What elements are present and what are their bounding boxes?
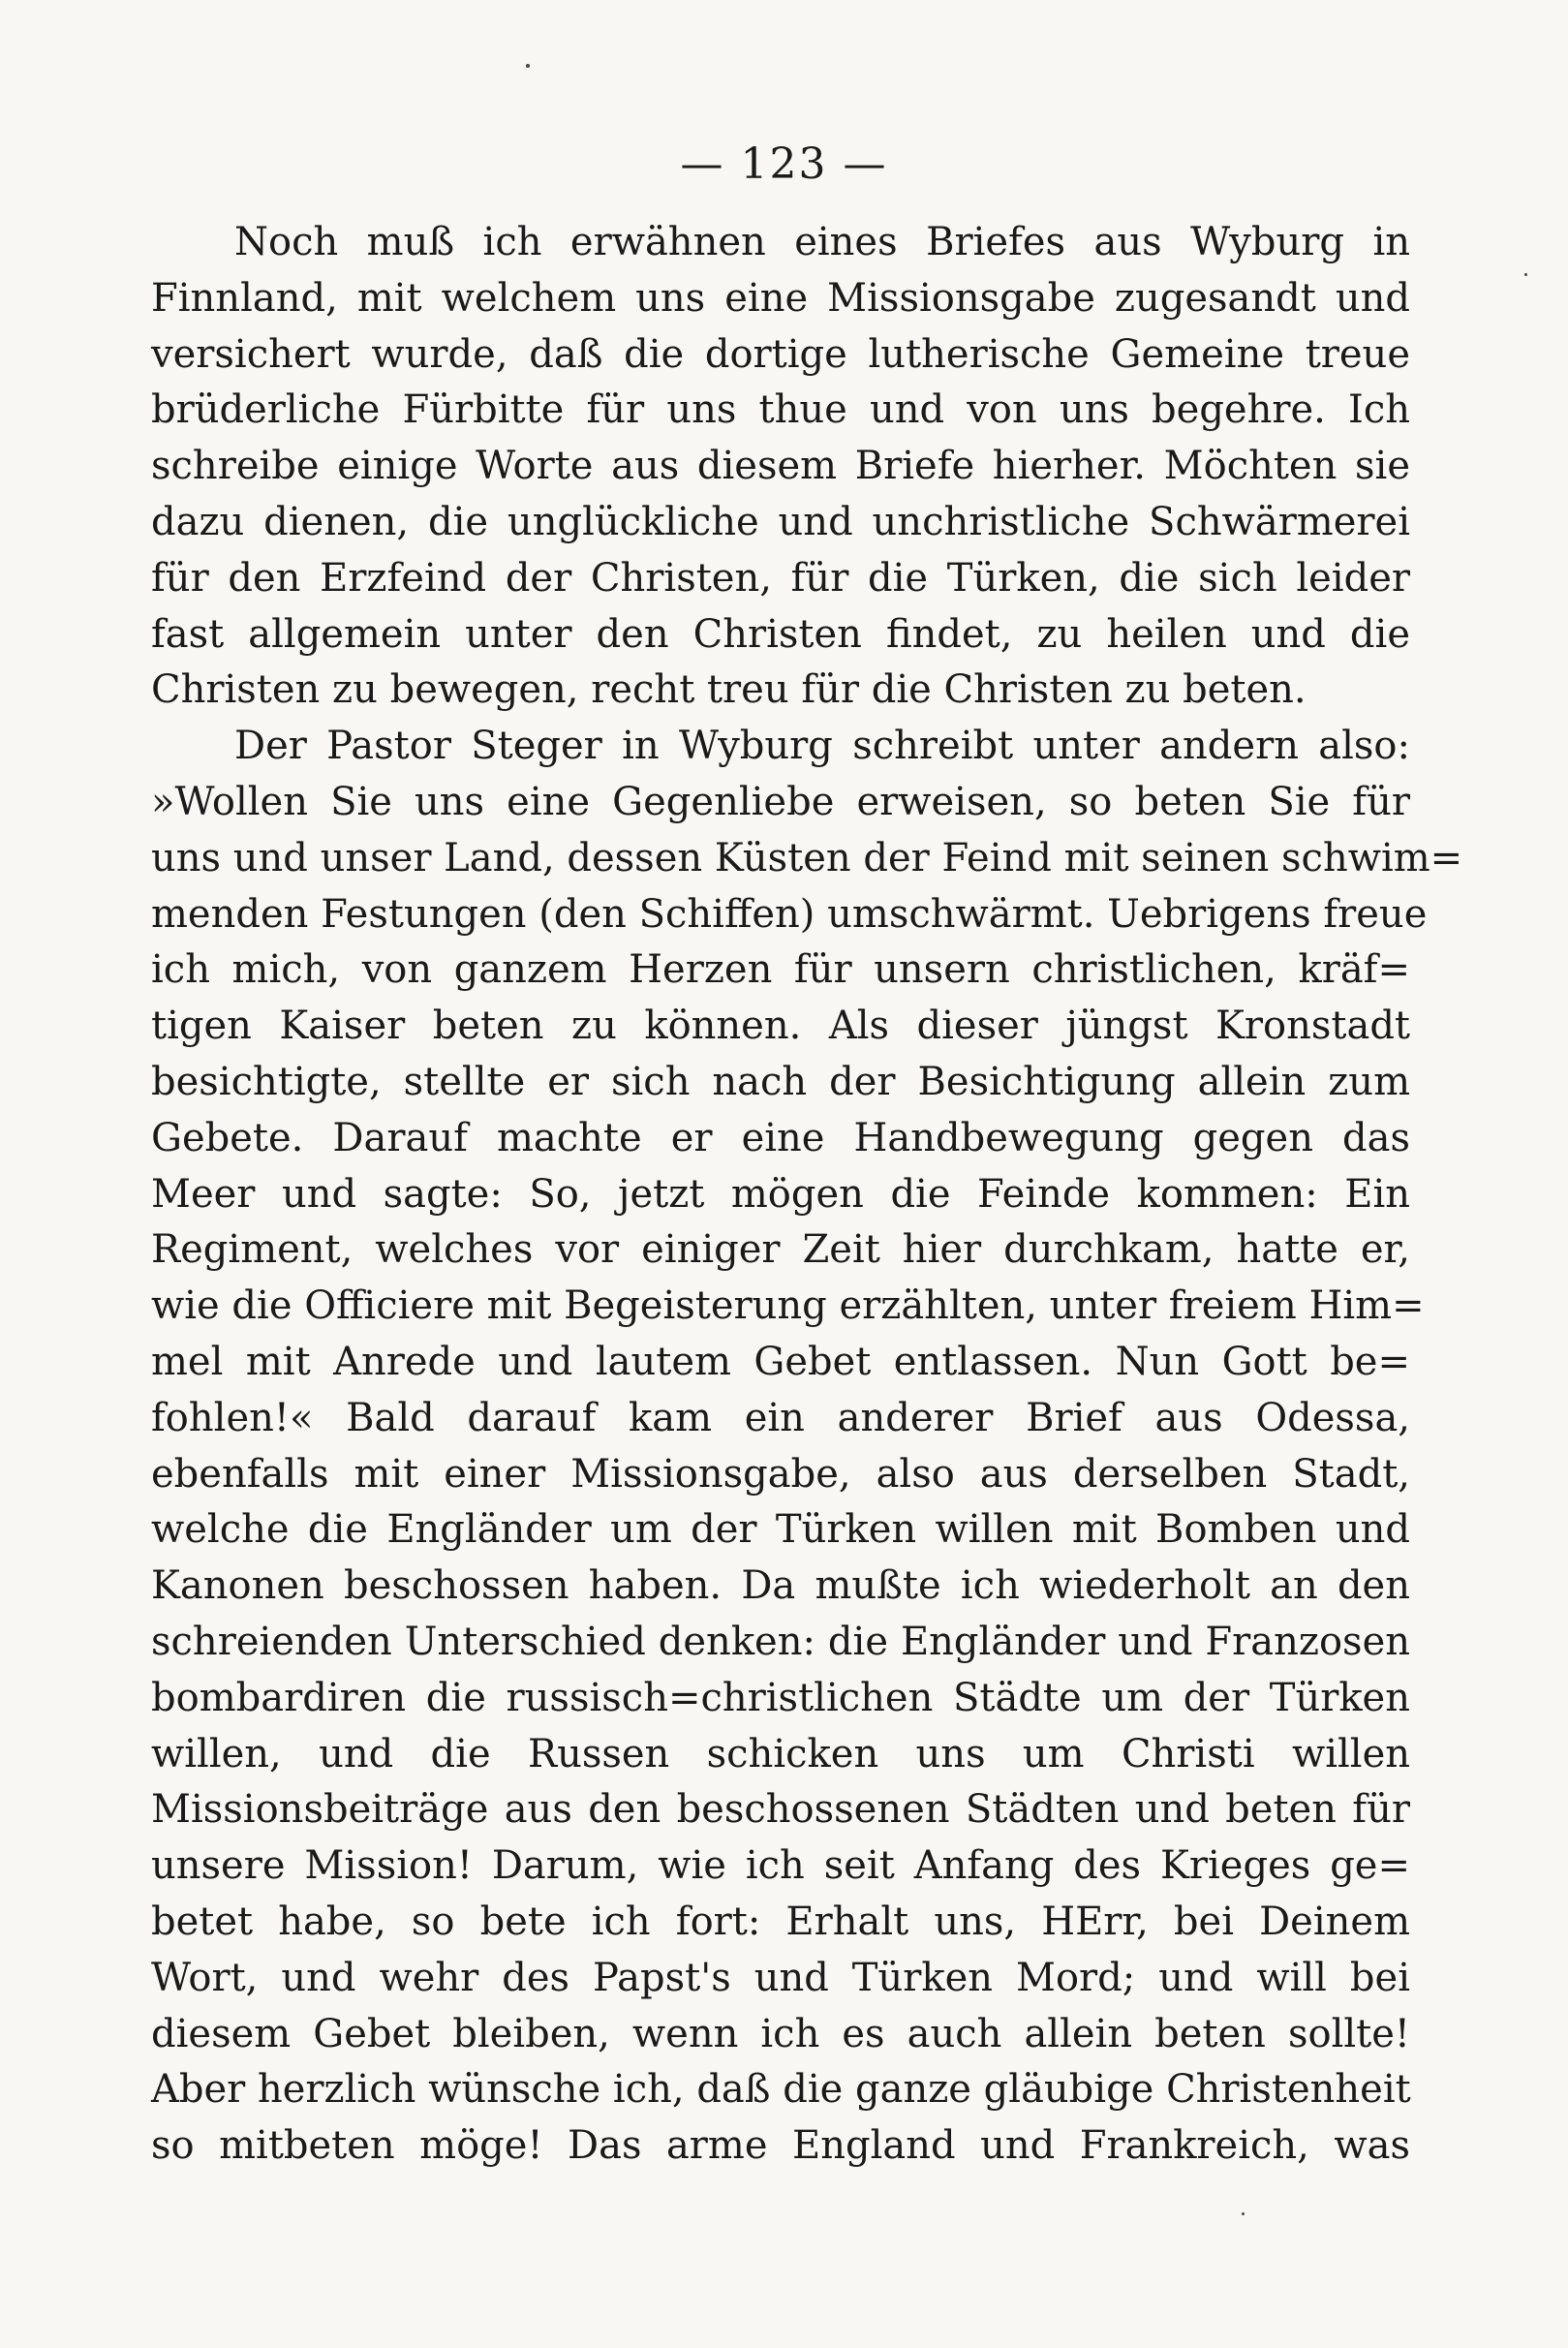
text-line: unsere Mission! Darum, wie ich seit Anfang des Krieges ge= (151, 1843, 1410, 1889)
text-line: für den Erzfeind der Christen, für die Türken, die sich leider (151, 555, 1410, 601)
text-line: Der Pastor Steger in Wyburg schreibt unter andern also: (234, 724, 1410, 769)
text-line: welche die Engländer um der Türken willen mit Bomben und (151, 1507, 1410, 1553)
text-line: bombardiren die russisch=christlichen Städte um der Türken (151, 1675, 1410, 1720)
text-line: Kanonen beschossen haben. Da mußte ich wiederholt an den (151, 1563, 1410, 1609)
text-line: besichtigte, stellte er sich nach der Besichtigung allein zum (151, 1059, 1410, 1104)
text-line: wie die Officiere mit Begeisterung erzählten, unter freiem Him= (151, 1283, 1425, 1329)
text-line: uns und unser Land, dessen Küsten der Feind mit seinen schwim= (151, 835, 1463, 880)
text-line: fohlen!« Bald darauf kam ein anderer Brief aus Odessa, (151, 1395, 1410, 1440)
text-line: menden Festungen (den Schiffen) umschwärmt. Uebrigens freue (151, 891, 1428, 937)
text-line: schreienden Unterschied denken: die Engländer und Franzosen (151, 1619, 1410, 1664)
body-text (151, 215, 1463, 2175)
text-line: ebenfalls mit einer Missionsgabe, also aus derselben Stadt, (151, 1451, 1410, 1497)
text-line: ich mich, von ganzem Herzen für unsern christlichen, kräf= (151, 947, 1410, 993)
text-line: Meer und sagte: So, jetzt mögen die Feinde kommen: Ein (151, 1171, 1410, 1217)
text-line: so mitbeten möge! Das arme England und Frankreich, was (151, 2123, 1410, 2169)
text-line: »Wollen Sie uns eine Gegenliebe erweisen, so beten Sie für (151, 779, 1410, 824)
text-line: Regiment, welches vor einiger Zeit hier durchkam, hatte er, (151, 1227, 1410, 1273)
text-line: fast allgemein unter den Christen findet, zu heilen und die (151, 611, 1410, 657)
text-line: willen, und die Russen schicken uns um Christi willen (151, 1731, 1410, 1776)
paper-speck (526, 64, 530, 68)
text-line: Finnland, mit welchem uns eine Missionsgabe zugesandt und (151, 275, 1410, 321)
text-line: schreibe einige Worte aus diesem Briefe hierher. Möchten sie (151, 444, 1410, 489)
text-line: diesem Gebet bleiben, wenn ich es auch allein beten sollte! (151, 2011, 1410, 2056)
text-line: Noch muß ich erwähnen eines Briefes aus Wyburg in (234, 220, 1410, 264)
page-number-header: — 123 — (680, 139, 888, 189)
text-line: tigen Kaiser beten zu können. Als dieser jüngst Kronstadt (151, 1004, 1410, 1049)
text-line: Gebete. Darauf machte er eine Handbewegung gegen das (151, 1115, 1410, 1160)
text-line: Missionsbeiträge aus den beschossenen Städten und beten für (151, 1787, 1410, 1833)
text-line: brüderliche Fürbitte für uns thue und von uns begehre. Ich (151, 387, 1410, 433)
text-line: versichert wurde, daß die dortige lutherische Gemeine treue (151, 331, 1410, 377)
paper-speck (1242, 2212, 1245, 2215)
text-line: mel mit Anrede und lautem Gebet entlassen. Nun Gott be= (151, 1339, 1410, 1384)
text-line: dazu dienen, die unglückliche und unchristliche Schwärmerei (151, 499, 1410, 544)
text-line: Wort, und wehr des Papst's und Türken Mord; und will bei (151, 1955, 1410, 2000)
text-line: betet habe, so bete ich fort: Erhalt uns, HErr, bei Deinem (151, 1899, 1410, 1944)
text-line: Aber herzlich wünsche ich, daß die ganze gläubige Christenheit (151, 2067, 1411, 2113)
paper-speck (1524, 273, 1527, 276)
text-line: Christen zu bewegen, recht treu für die Christen zu beten. (151, 667, 1307, 713)
